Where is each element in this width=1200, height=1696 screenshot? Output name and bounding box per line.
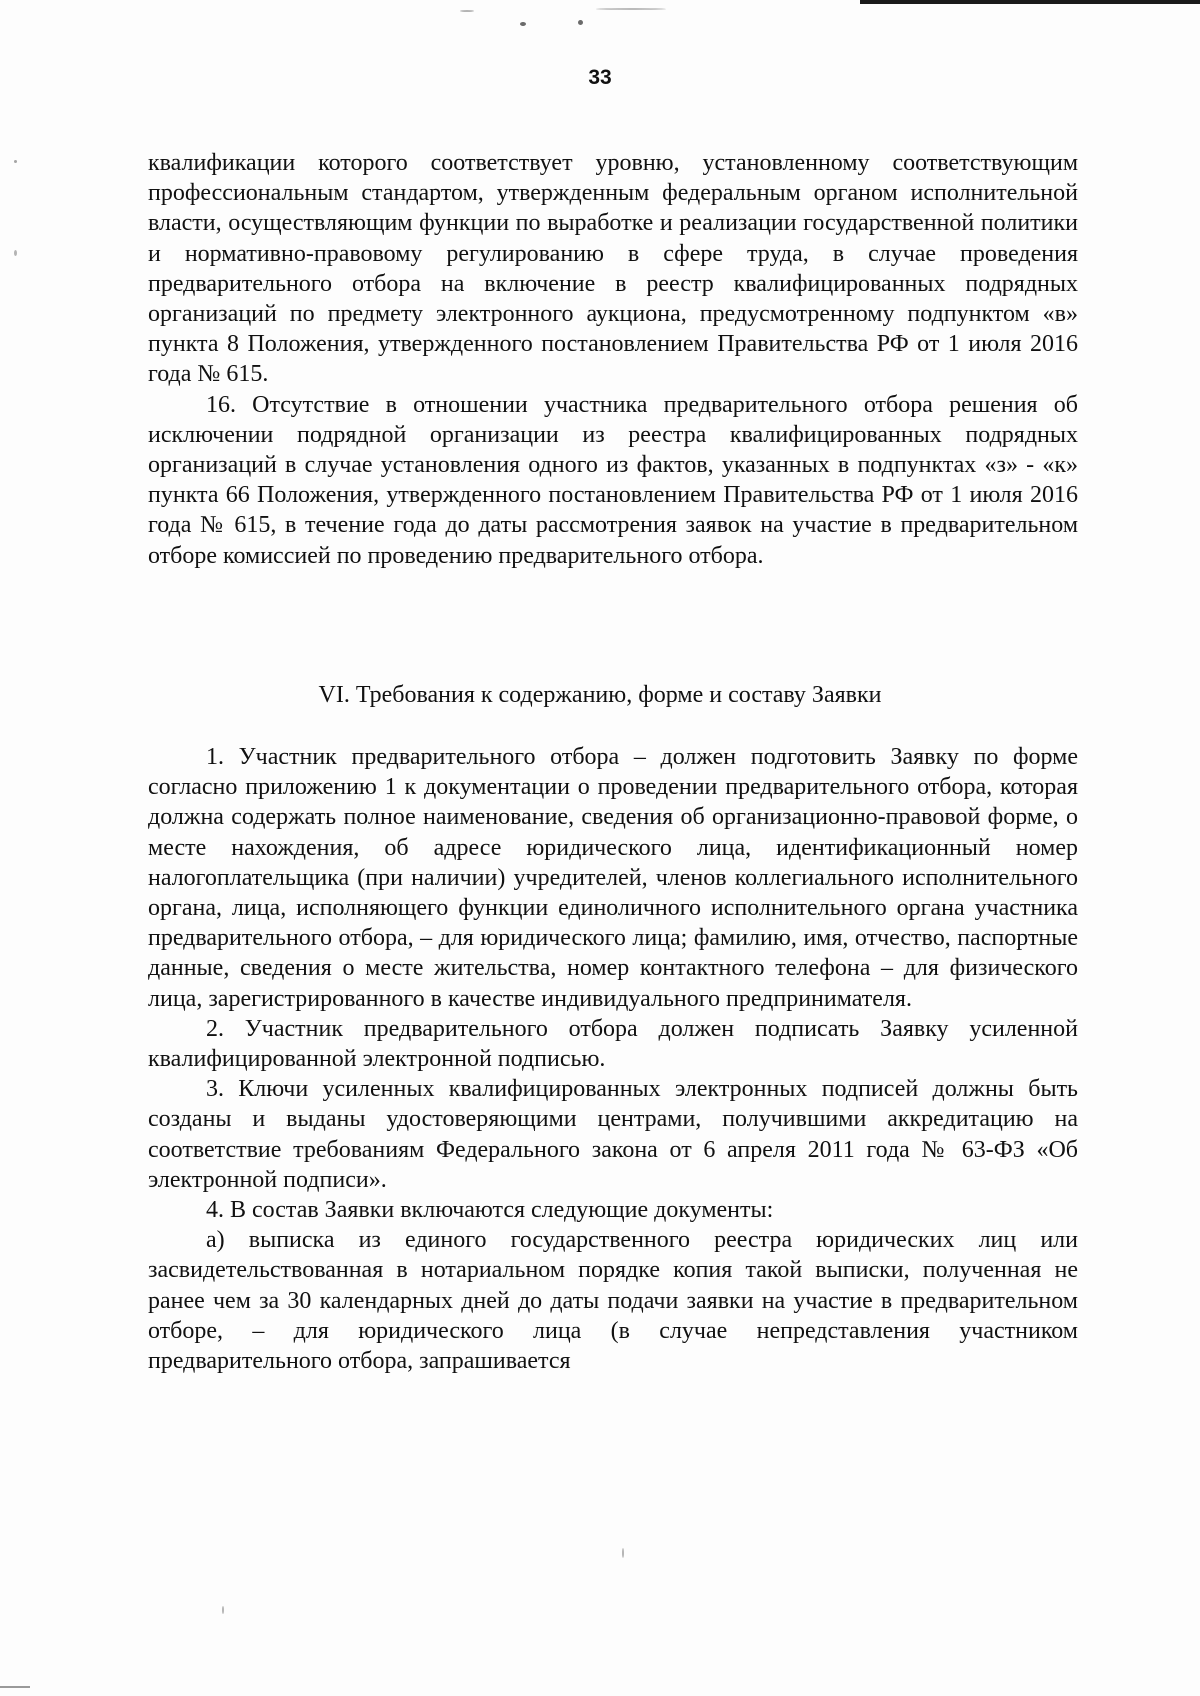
scan-speck [520, 22, 526, 26]
section-body [148, 742, 1078, 1376]
page-number: 33 [588, 66, 612, 89]
continuation-paragraph: квалификации которого соответствует уровню, установленному соответствующим профессиональным стандартом, утвержденным федеральным органом исполнительной власти, осуществляющим функции по выработке и реализации государственной политики и нормативно-правовому регулированию в сфере труда, в случае проведения предварительного отбора на включение в реестр квалифицированных подрядных организаций по предмету электронного аукциона, предусмотренному подпунктом «в» пункта 8 Положения, утвержденного постановлением Правительства РФ от 1 июля 2016 года № 615. [148, 150, 1078, 388]
scan-edge-line [860, 0, 1200, 4]
section-paragraph-2: 2. Участник предварительного отбора должен подписать Заявку усиленной квалифицированной электронной подписью. [148, 1015, 1078, 1073]
scan-edge-mark [0, 1686, 30, 1688]
scan-speck [14, 160, 17, 163]
scan-speck [14, 250, 17, 256]
section-heading: VI. Требования к содержанию, форме и составу Заявки [318, 682, 882, 708]
section-paragraph-4: 4. В состав Заявки включаются следующие документы: [206, 1197, 774, 1224]
continuation-section [148, 148, 1078, 571]
scan-speck [578, 20, 583, 25]
paragraph-16: 16. Отсутствие в отношении участника предварительного отбора решения об исключении подрядной организации из реестра квалифицированных подрядных организаций в случае установления одного из фактов, указанных в подпунктах «з» - «к» пункта 66 Положения, утвержденного постановлением Правительства РФ от 1 июля 2016 года № 615, в течение года до даты рассмотрения заявок на участие в предварительном отборе комиссией по проведению предварительного отбора. [148, 391, 1078, 569]
scan-speck [622, 1548, 624, 1558]
scan-speck [596, 8, 666, 10]
section-paragraph-1: 1. Участник предварительного отбора – должен подготовить Заявку по форме согласно приложению 1 к документации о проведении предварительного отбора, которая должна содержать полное наименование, сведения об организационно-правовой форме, о месте нахождения, об адресе юридического лица, идентификационный номер налогоплательщика (при наличии) учредителей, членов коллегиального исполнительного органа, лица, исполняющего функции единоличного исполнительного органа участника предварительного отбора, – для юридического лица; фамилию, имя, отчество, паспортные данные, сведения о месте жительства, номер контактного телефона – для физического лица, зарегистрированного в качестве индивидуального предпринимателя. [148, 744, 1078, 1012]
scan-speck [222, 1606, 224, 1614]
section-paragraph-4a: а) выписка из единого государственного реестра юридических лиц или засвидетельствованная в нотариальном порядке копия такой выписки, полученная не ранее чем за 30 календарных дней до даты подачи заявки на участие в предварительном отборе, – для юридического лица (в случае непредставления участником предварительного отбора, запрашивается [148, 1227, 1078, 1375]
scan-speck [460, 10, 474, 12]
section-paragraph-3: 3. Ключи усиленных квалифицированных электронных подписей должны быть созданы и выданы удостоверяющими центрами, получившими аккредитацию на соответствие требованиям Федерального закона от 6 апреля 2011 года № 63-ФЗ «Об электронной подписи». [148, 1076, 1078, 1193]
